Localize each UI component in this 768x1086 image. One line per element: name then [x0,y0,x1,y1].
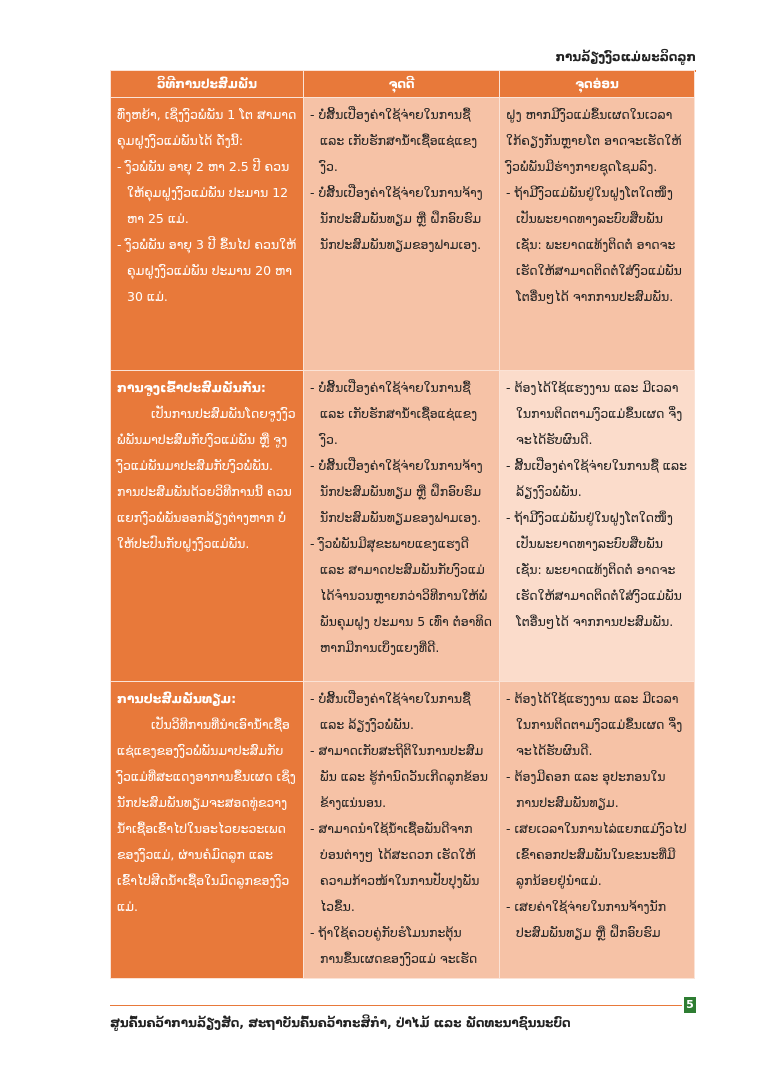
running-header-title: ການລ້ຽງງົວແມ່ພະລິດລູກ [555,50,696,64]
footer-rule [110,1005,682,1006]
advantage-item: - ງົວພໍ່ພັນມີສຸຂະພາບແຂງແຮງດີ ແລະ ສາມາດປະສົມພັນກັບງົວແມ່ໄດ້ຈຳນວນຫຼາຍກວ່າວິທີການໃຫ້ພໍ່ພັນຄຸມຝູງ ປະມານ 5 ເທົ່າ ຕໍ່ອາທິດ ຫາກມີການເບິ່ງແຍງທີ່ດີ. [310,536,492,655]
disadvantages-cell [500,98,695,371]
advantage-item: - ບໍ່ສິ້ນເປືອງຄ່າໃຊ້ຈ່າຍໃນການຈ້າງນັກປະສົມພັນທຽມ ຫຼື ຝຶກອົບຮົມນັກປະສົມພັນທຽມຂອງຟາມເອງ. [310,458,483,525]
table-row [111,371,695,682]
disadvantages-cell [500,371,695,682]
column-header-advantages: ຈຸດດີ [304,71,500,98]
column-header-disadvantages: ຈຸດອ່ອນ [500,71,695,98]
advantage-item: - ບໍ່ສິ້ນເປືອງຄ່າໃຊ້ຈ່າຍໃນການຈ້າງນັກປະສົມພັນທຽມ ຫຼື ຝຶກອົບຮົມນັກປະສົມພັນທຽມຂອງຟາມເອງ. [310,185,483,252]
footer-organization: ສູນຄົ້ນຄວ້າການລ້ຽງສັດ, ສະຖາບັນຄົ້ນຄວ້າກະສິກຳ, ປ່າໄມ້ ແລະ ພັດທະນາຊົນນະບົດ [110,1016,571,1030]
method-heading: ການຈູງເຂົ້າປະສົມພັນກັນ: [117,380,266,395]
method-heading: ການປະສົມພັນທຽມ: [117,691,237,706]
advantage-item: - ສາມາດນຳໃຊ້ນ້ຳເຊື້ອພັນດີຈາກບ່ອນຕ່າງໆ ໄດ້ສະດວກ ເຮັດໃຫ້ຄວາມກ້າວໜ້າໃນການປັບປຸງພັນໄວຂຶ້ນ. [310,821,480,914]
advantages-cell [304,98,500,371]
method-bullet: - ງົວພໍ່ພັນ ອາຍຸ 2 ຫາ 2.5 ປີ ຄວນໃຫ້ຄຸມຝູງງົວແມ່ພັນ ປະມານ 12 ຫາ 25 ແມ່. [117,159,290,226]
method-cell [111,98,304,371]
advantage-item: - ບໍ່ສິ້ນເປືອງຄ່າໃຊ້ຈ່າຍໃນການຊື້ ແລະ ລ້ຽງງົວພໍ່ພັນ. [310,691,471,732]
method-bullet: - ງົວພໍ່ພັນ ອາຍຸ 3 ປີ ຂຶ້ນໄປ ຄວນໃຫ້ຄຸມຝູງງົວແມ່ພັນ ປະມານ 20 ຫາ 30 ແມ່. [117,237,297,304]
advantages-cell [304,682,500,979]
advantage-item: - ຖ້າໃຊ້ຄວບຄູ່ກັບຮໍໂມນກະຕຸ້ນການຂຶ້ນເຜດຂອງງົວແມ່ ຈະເຮັດ [310,925,478,966]
disadvantage-item: - ຕ້ອງໄດ້ໃຊ້ແຮງງານ ແລະ ມີເວລາໃນການຕິດຕາມງົວແມ່ຂຶ້ນເຜດ ຈຶ່ງຈະໄດ້ຮັບຜົນດີ. [506,691,683,758]
method-description: ເປັນວິທີການທີ່ນຳເອົານ້ຳເຊື້ອແຊ່ແຂງຂອງງົວພໍ່ພັນມາປະສົມກັບງົວແມ່ທີ່ສະແດງອາການຂຶ້ນເຜດ ເຊິ່ງນັກປະສົມພັນທຽມຈະສອດທູ່ຂວາງນ້ຳເຊື້ອເຂົ້າໄປໃນອະໄວຍະວະເພດຂອງງົວແມ່, ຜ່ານຄໍມົດລູກ ແລະ ເຂົ້າໄປສີດນ້ຳເຊື້ອໃນມົດລູກຂອງງົວແມ່. [117,717,296,914]
disadvantage-item: - ຕ້ອງໄດ້ໃຊ້ແຮງງານ ແລະ ມີເວລາໃນການຕິດຕາມງົວແມ່ຂຶ້ນເຜດ ຈຶ່ງຈະໄດ້ຮັບຜົນດີ. [506,380,683,447]
advantage-item: - ບໍ່ສິ້ນເປືອງຄ່າໃຊ້ຈ່າຍໃນການຊື້ ແລະ ເກັບຮັກສານ້ຳເຊື້ອແຊ່ແຂງງົວ. [310,380,478,447]
disadvantage-item: - ຖ້າມີງົວແມ່ພັນຢູ່ໃນຝູງໂຕໃດໜຶ່ງເປັນພະຍາດທາງລະບົບສືບພັນ ເຊັ່ນ: ພະຍາດແທ້ງຕິດຕໍ່ ອາດຈະເຮັດໃຫ້ສາມາດຕິດຕໍ່ໃສ່ງົວແມ່ພັນໂຕອື່ນໆໄດ້ ຈາກການປະສົມພັນ. [506,510,682,629]
breeding-methods-table [110,70,695,979]
advantages-cell [304,371,500,682]
page-number: 5 [684,997,696,1013]
advantage-item: - ບໍ່ສິ້ນເປືອງຄ່າໃຊ້ຈ່າຍໃນການຊື້ ແລະ ເກັບຮັກສານ້ຳເຊື້ອແຊ່ແຂງງົວ. [310,107,478,174]
table-row [111,682,695,979]
advantage-item: - ສາມາດເກັບສະຖິຕິໃນການປະສົມພັນ ແລະ ຮູ້ກຳນົດວັນເກີດລູກຂ້ອນຂ້າງແນ່ນອນ. [310,743,489,810]
disadvantage-item: ຝູງ ຫາກມີງົວແມ່ຂຶ້ນເຜດໃນເວລາໃກ້ຄຽງກັນຫຼາຍໂຕ ອາດຈະເຮັດໃຫ້ງົວພໍ່ພັນມີຮ່າງກາຍຊຸດໂຊມລົງ. [506,107,682,174]
disadvantages-cell [500,682,695,979]
column-header-method: ວິທີການປະສົມພັນ [111,71,304,98]
method-description: ເປັນການປະສົມພັນໂດຍຈູງງົວພໍ່ພັນມາປະສົມກັບງົວແມ່ພັນ ຫຼື ຈູງງົວແມ່ພັນມາປະສົມກັບງົວພໍ່ພັນ. ການປະສົມພັນດ້ວຍວິທີການນີ້ ຄວນແຍກງົວພໍ່ພັນອອກລ້ຽງຕ່າງຫາກ ບໍ່ໃຫ້ປະປົນກັບຝູງງົວແມ່ພັນ. [117,406,296,551]
disadvantage-item: - ເສຍຄ່າໃຊ້ຈ່າຍໃນການຈ້າງນັກປະສົມພັນທຽມ ຫຼື ຝຶກອົບຮົມ [506,899,667,940]
disadvantage-item: - ຕ້ອງມີຄອກ ແລະ ອຸປະກອນໃນການປະສົມພັນທຽມ. [506,769,666,810]
method-cell [111,682,304,979]
table-row [111,98,695,371]
method-description: ທົ່ງຫຍ້າ, ເຊິ່ງງົວພໍ່ພັນ 1 ໂຕ ສາມາດຄຸມຝູງງົວແມ່ພັນໄດ້ ດັ່ງນີ້: [117,107,297,148]
disadvantage-item: - ເສຍເວລາໃນການໄລ່ແຍກແມ່ງົວໄປເຂົ້າຄອກປະສົມພັນໃນຂະນະທີ່ມີລູກນ້ອຍຢູ່ນຳແມ່. [506,821,687,888]
disadvantage-item: - ຖ້າມີງົວແມ່ພັນຢູ່ໃນຝູງໂຕໃດໜຶ່ງເປັນພະຍາດທາງລະບົບສືບພັນ ເຊັ່ນ: ພະຍາດແທ້ງຕິດຕໍ່ ອາດຈະເຮັດໃຫ້ສາມາດຕິດຕໍ່ໃສ່ງົວແມ່ພັນໂຕອື່ນໆໄດ້ ຈາກການປະສົມພັນ. [506,185,682,304]
method-cell [111,371,304,682]
table-header-row [111,71,695,98]
disadvantage-item: - ສິ້ນເປືອງຄ່າໃຊ້ຈ່າຍໃນການຊື້ ແລະ ລ້ຽງງົວພໍ່ພັນ. [506,458,688,499]
